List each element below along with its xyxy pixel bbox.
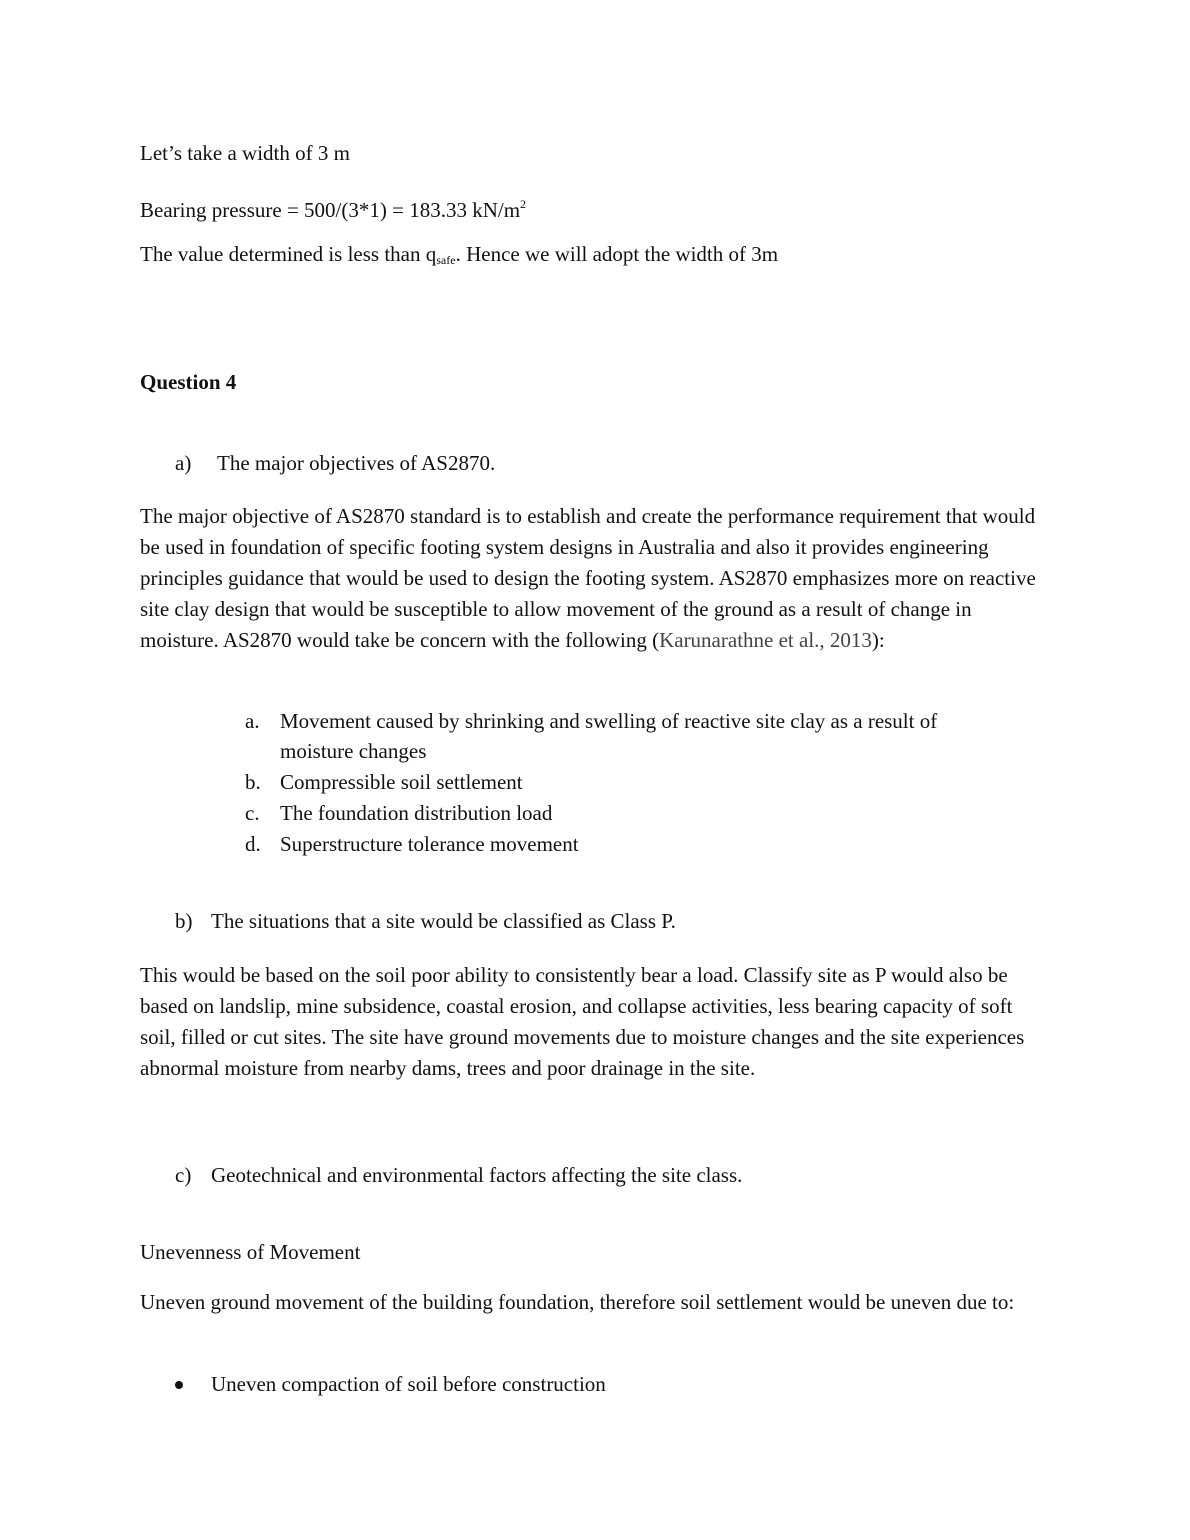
list-item: Compressible soil settlement — [280, 770, 523, 794]
part-b-title: The situations that a site would be classified as Class P. — [211, 909, 676, 933]
bearing-pressure-equation — [140, 189, 1050, 226]
part-a-paragraph-main: The major objective of AS2870 standard is to establish and create the performance requirement that would be used in foundation of specific footing system designs in Australia and also it provides engineering principles guidance that would be used to design the footing system. AS2870 emphasizes more on reactive site clay design that would be susceptible to allow movement of the ground as a result of change in moisture. AS2870 would take be concern with the following ( — [140, 504, 1036, 652]
part-b-label: b) — [175, 909, 193, 933]
value-comparison-suffix: . Hence we will adopt the width of 3m — [455, 242, 779, 266]
part-a-paragraph-end: ): — [871, 628, 885, 652]
part-c-label: c) — [175, 1163, 192, 1187]
value-comparison-prefix: The value determined is less than q — [140, 242, 437, 266]
part-b-paragraph: This would be based on the soil poor ability to consistently bear a load. Classify site as P would also be based on landslip, mine subsidence, coastal erosion, and collapse activities, less bearing capacity of soft soil, filled or cut sites. The site have ground movements due to moisture changes and the site experiences abnormal moisture from nearby dams, trees and poor drainage in the site. — [140, 963, 1025, 1080]
q-safe-subscript: safe — [436, 253, 456, 267]
list-item: Movement caused by shrinking and swelling of reactive site clay as a result of — [280, 709, 938, 733]
unevenness-subheading: Unevenness of Movement — [140, 1240, 361, 1264]
bullet-item: Uneven compaction of soil before construction — [211, 1372, 606, 1396]
citation-link: Karunarathne et al., 2013 — [659, 628, 872, 652]
bearing-pressure-text: Bearing pressure = 500/(3*1) = 183.33 kN/m — [140, 198, 521, 222]
part-c-title: Geotechnical and environmental factors affecting the site class. — [211, 1163, 743, 1187]
list-item-marker: a. — [245, 709, 260, 733]
part-c-paragraph: Uneven ground movement of the building foundation, therefore soil settlement would be uneven due to: — [140, 1290, 1015, 1314]
list-item-marker: c. — [245, 801, 260, 825]
list-item-marker: b. — [245, 770, 261, 794]
bearing-pressure-exponent: 2 — [520, 197, 527, 211]
part-a-label: a) — [175, 451, 192, 475]
value-comparison — [140, 239, 1050, 276]
bullet-icon — [175, 1381, 183, 1389]
list-item: The foundation distribution load — [280, 801, 553, 825]
list-item-marker: d. — [245, 832, 261, 856]
question-heading: Question 4 — [140, 370, 237, 394]
list-item: Superstructure tolerance movement — [280, 832, 579, 856]
list-item-continued: moisture changes — [280, 739, 427, 763]
part-a-paragraph — [140, 501, 1050, 656]
width-statement: Let’s take a width of 3 m — [140, 141, 350, 165]
part-a-title: The major objectives of AS2870. — [217, 451, 496, 475]
